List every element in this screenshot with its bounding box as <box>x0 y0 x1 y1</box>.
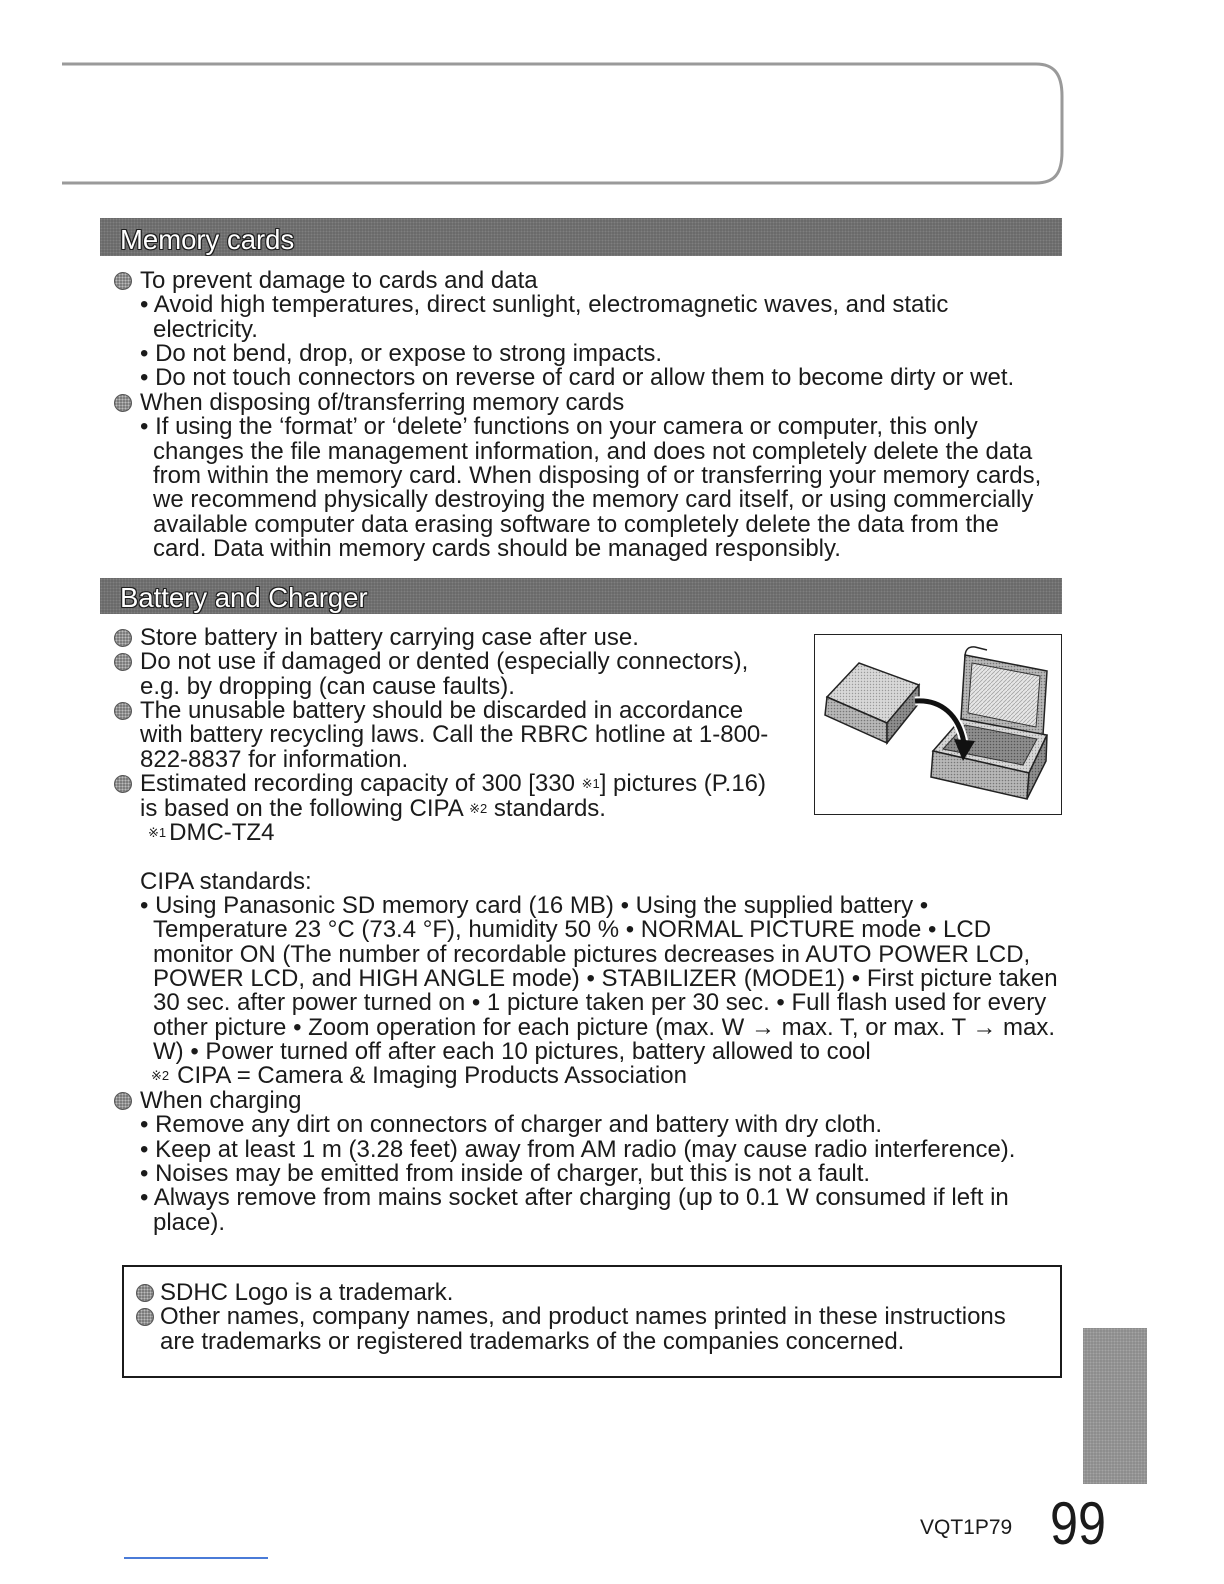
list-item <box>0 772 1224 796</box>
document-code: VQT1P79 <box>920 1516 1013 1539</box>
footnote-mark: ※2 <box>151 1068 170 1084</box>
text-line: • Do not bend, drop, or expose to strong impacts. <box>140 340 663 368</box>
text-line: are trademarks or registered trademarks of the companies concerned. <box>160 1327 905 1355</box>
text-line: • Noises may be emitted from inside of charger, but this is not a fault. <box>140 1159 871 1187</box>
bullet-icon <box>114 629 132 647</box>
continuation-line <box>124 1327 1060 1355</box>
cipa-line <box>0 1040 1224 1064</box>
cipa-line <box>0 991 1224 1015</box>
text-line: 30 sec. after power turned on • 1 picture taken per 30 sec. • Full flash used for every <box>153 989 1047 1017</box>
battery-and-charger-content <box>0 626 1224 1235</box>
blank-line <box>0 845 1224 869</box>
text-line: monitor ON (The number of recordable pictures decreases in AUTO POWER LCD, <box>153 940 1031 968</box>
bullet-icon <box>114 653 132 671</box>
sub-item-line <box>0 1208 1224 1236</box>
text-line: SDHC Logo is a trademark. <box>160 1279 454 1306</box>
section-title-memory-cards: Memory cards <box>120 224 295 255</box>
bullet-icon <box>136 1308 154 1326</box>
list-item <box>0 699 1224 723</box>
sub-item-line <box>0 366 1224 390</box>
text-line: • Remove any dirt on connectors of charger and battery with dry cloth. <box>140 1111 883 1139</box>
sub-item-line <box>0 510 1224 538</box>
cipa-line <box>0 891 1224 919</box>
text-line: e.g. by dropping (can cause faults). <box>140 672 515 700</box>
text-line: electricity. <box>153 315 258 343</box>
text-line: • Do not touch connectors on reverse of card or allow them to become dirty or wet. <box>140 364 1015 392</box>
bullet-icon <box>136 1284 154 1302</box>
text-line: Do not use if damaged or dented (especially connectors), <box>140 648 749 676</box>
item-heading: When disposing of/transferring memory cards <box>140 388 625 416</box>
cipa-line <box>0 967 1224 991</box>
cipa-line <box>0 918 1224 942</box>
text-line: from within the memory card. When disposing of or transferring your memory cards, <box>153 461 1042 489</box>
list-item <box>0 388 1224 416</box>
text-line: 822-8837 for information. <box>140 745 409 773</box>
sub-item-line <box>0 1186 1224 1210</box>
cipa-line <box>0 940 1224 968</box>
text-line: we recommend physically destroying the memory card itself, or using commercially <box>153 486 1034 514</box>
text-line: Other names, company names, and product names printed in these instructions <box>160 1303 1006 1331</box>
text-line: • Keep at least 1 m (3.28 feet) away from AM radio (may cause radio interference). <box>140 1135 1016 1163</box>
item-heading: When charging <box>140 1086 302 1114</box>
footnote-1 <box>0 818 1224 846</box>
text-line: available computer data erasing software to completely delete the data from the <box>153 510 999 538</box>
sub-item-line <box>0 1159 1224 1187</box>
sub-item-line <box>0 534 1224 562</box>
bullet-icon <box>114 394 132 412</box>
continuation-line <box>0 723 1224 747</box>
sub-item-line <box>0 1113 1224 1137</box>
sub-item-line <box>0 488 1224 512</box>
sub-item-line <box>0 342 1224 366</box>
list-item <box>124 1281 1060 1305</box>
continuation-line <box>0 794 1224 822</box>
list-item <box>124 1305 1060 1329</box>
item-heading: To prevent damage to cards and data <box>140 267 538 294</box>
footnote-mark: ※1 <box>581 776 600 792</box>
text-line: POWER LCD, and HIGH ANGLE mode) • STABILIZER (MODE1) • First picture taken <box>153 965 1058 993</box>
cipa-line <box>0 1013 1224 1041</box>
text-line: card. Data within memory cards should be managed responsibly. <box>153 534 841 562</box>
footnote-mark: ※2 <box>469 800 488 816</box>
bullet-icon <box>114 272 132 290</box>
list-item <box>0 1086 1224 1114</box>
bullet-icon <box>114 775 132 793</box>
section-title-battery-and-charger: Battery and Charger <box>120 582 368 613</box>
list-item <box>0 269 1224 293</box>
section-bar-memory-cards <box>100 218 1062 256</box>
continuation-line <box>0 672 1224 700</box>
text-line: changes the file management information, and does not completely delete the data <box>153 437 1033 465</box>
bottom-rule <box>124 1557 268 1559</box>
header-frame <box>0 0 1224 200</box>
list-item <box>0 650 1224 674</box>
text-line: W) • Power turned off after each 10 pictures, battery allowed to cool <box>153 1038 871 1066</box>
bullet-icon <box>114 1092 132 1110</box>
continuation-line <box>0 745 1224 773</box>
sub-item-line <box>0 315 1224 343</box>
text-line: Estimated recording capacity of 300 [330 <box>140 770 582 798</box>
text-line: The unusable battery should be discarded in accordance <box>140 697 744 725</box>
footnote-2 <box>0 1064 1224 1088</box>
text-line: Store battery in battery carrying case after use. <box>140 624 639 651</box>
text-line: • Using Panasonic SD memory card (16 MB) • Using the supplied battery • <box>140 891 929 919</box>
bullet-icon <box>114 702 132 720</box>
trademark-notice-box <box>122 1265 1062 1378</box>
cipa-heading <box>0 867 1224 895</box>
sub-item-line <box>0 461 1224 489</box>
page-number: 99 <box>1050 1490 1107 1557</box>
text-line: standards. <box>487 794 606 822</box>
sub-item-line <box>0 415 1224 439</box>
sub-item-line <box>0 1135 1224 1163</box>
section-bar-battery-and-charger <box>100 578 1062 614</box>
footnote-text: DMC-TZ4 <box>169 818 275 846</box>
sub-item-line <box>0 293 1224 317</box>
footnote-text: CIPA = Camera & Imaging Products Association <box>177 1062 687 1090</box>
text-line: • Avoid high temperatures, direct sunlight, electromagnetic waves, and static <box>140 291 949 319</box>
memory-cards-content <box>0 269 1224 561</box>
text-line: place). <box>153 1208 226 1236</box>
footnote-mark: ※1 <box>148 824 167 840</box>
text-line: ] pictures (P.16) <box>599 770 767 798</box>
text-line: CIPA standards: <box>140 867 312 895</box>
text-line: Temperature 23 °C (73.4 °F), humidity 50 % • NORMAL PICTURE mode • LCD <box>153 916 992 944</box>
text-line: with battery recycling laws. Call the RBRC hotline at 1-800- <box>140 721 769 749</box>
list-item <box>0 626 1224 650</box>
text-line: • Always remove from mains socket after charging (up to 0.1 W consumed if left in <box>140 1184 1009 1212</box>
sub-item-line <box>0 437 1224 465</box>
side-index-tab <box>1083 1328 1147 1484</box>
text-line: • If using the ‘format’ or ‘delete’ functions on your camera or computer, this only <box>140 413 978 441</box>
text-line: other picture • Zoom operation for each picture (max. W → max. T, or max. T → max. <box>153 1013 1056 1041</box>
text-line: is based on the following CIPA <box>140 794 470 822</box>
